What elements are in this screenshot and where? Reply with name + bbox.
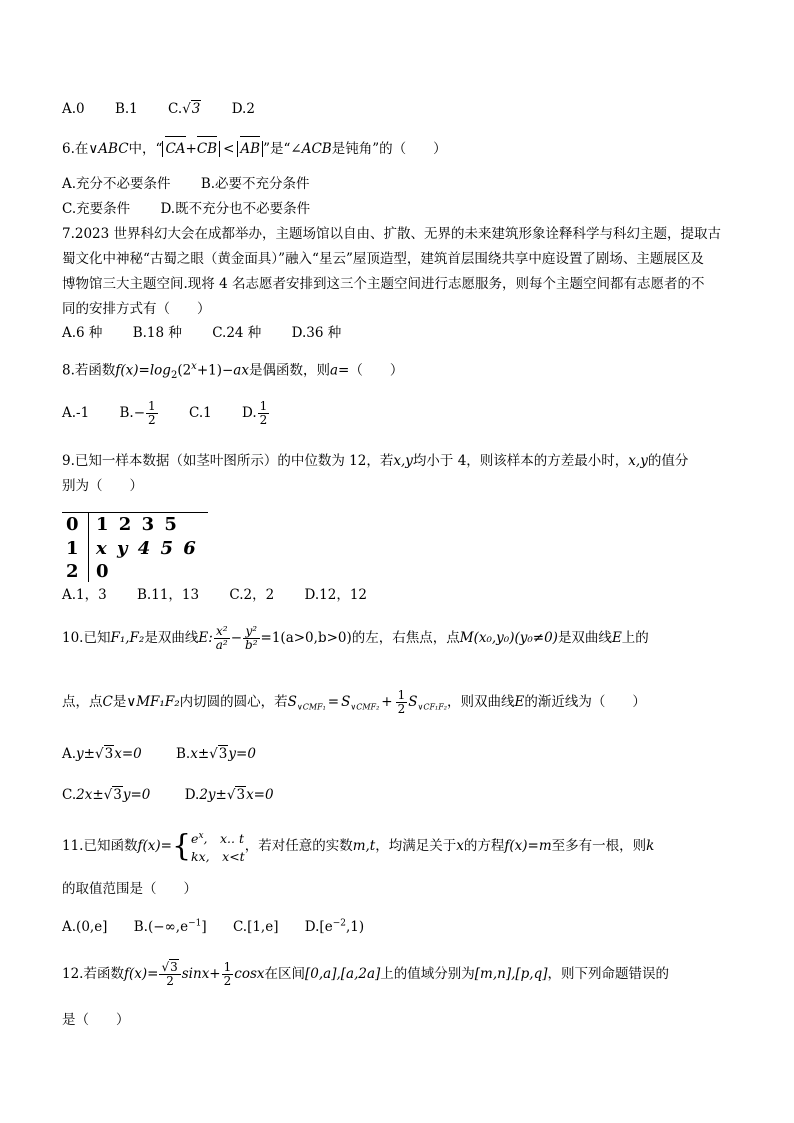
q10-options-row2 [62,786,274,804]
q11-option-c: C.[1,e] [232,918,279,935]
q6-stem: 6.在∨ABC中，“ CA+CB < AB ”是“∠ACB是钝角”的（ ） [62,141,447,157]
q9-line2: 别为（ ） [62,478,143,494]
q10-line2: 点，点C是∨MF₁F₂内切圆的圆心，若$S_{\vee CMF_1} = S_{\vee CMF_2}$ + $\frac{1}{2}$ $S_{\vee CF_1F_2}$，则双曲线E的渐近线为（ ） [62,688,646,716]
q6-option-b: B.必要不充分条件 [200,176,310,192]
q11-line2: 的取值范围是（ ） [62,881,197,897]
q8-option-a: A.-1 [62,405,90,421]
q9-option-d: D.12，12 [304,587,368,603]
q9-options [62,586,367,604]
q10-option-d: D.2y±√3x=0 [184,787,274,803]
q5-option-c: C.√3 [168,101,201,117]
q7-line4: 同的安排方式有（ ） [62,301,211,317]
stem-leaf-plot: 0 1 2 3 5 1 x y 4 5 6 2 0 [62,508,212,583]
q7-option-c: C.24 种 [212,325,262,341]
q10-options-row1 [62,745,256,763]
q11-option-b: $B.(-\infty,e^{-1}]$ [133,918,207,935]
q11-option-d: $D.[e^{-2},1)$ [304,918,365,935]
q10-option-c: C.2x±√3y=0 [62,787,151,803]
q7-line1: 7.2023 世界科幻大会在成都举办，主题场馆以自由、扩散、无界的未来建筑形象诠释科学与科幻主题，提取古 [62,226,722,242]
q9-line1: 9.已知一样本数据（如茎叶图所示）的中位数为 12，若x,y均小于 4，则该样本的方差最小时，x,y的值分 [62,453,689,469]
q7-line3: 博物馆三大主题空间.现将 4 名志愿者安排到这三个主题空间进行志愿服务，则每个主题空间都有志愿者的不 [62,276,705,292]
q5-option-a: A.0 [62,101,85,117]
q7-option-a: A.6 种 [62,325,103,341]
q8-option-c: C.1 [188,405,212,421]
q8-stem: 8.若函数$f(x)=\log_2(2^x+1)-ax$是偶函数，则a=（ ） [62,361,404,382]
q7-options [62,324,341,342]
q11-option-a: A.(0,e] [62,918,108,935]
q9-option-b: B.11，13 [137,587,200,603]
q10-option-a: A.y±√3x=0 [62,746,142,762]
q7-line2: 蜀文化中神秘“古蜀之眼（黄金面具）”融入“星云”屋顶造型，建筑首层围绕共享中庭设置了剧场、主题展区及 [62,251,704,267]
q6-option-a: A.充分不必要条件 [62,176,171,192]
q6-options-row2 [62,200,310,218]
q9-option-c: C.2，2 [229,587,275,603]
q9-option-a: A.1，3 [62,587,107,603]
q7-option-d: D.36 种 [291,325,342,341]
q8-option-b: B.− $\frac{1}{2}$ [119,399,156,427]
stem-leaf-top-rule [62,512,208,513]
q11-options [62,914,364,936]
q10-option-b: B.x±√3y=0 [176,746,256,762]
q6-options-row1 [62,175,310,193]
q6-option-d: D.既不充分也不必要条件 [160,201,311,217]
q5-option-b: B.1 [114,101,138,117]
q7-option-b: B.18 种 [132,325,182,341]
q8-option-d: D. $\frac{1}{2}$ [242,399,268,427]
q6-option-c: C.充要条件 [62,201,131,217]
q5-options [62,100,255,118]
q8-options [62,400,270,427]
q11-line1: 11.已知函数$f(x)=\{e^x$, x.. t kx, x<t，若对任意的实数m,t，均满足关于x的方程f(x)=m至多有一根，则k [62,828,655,864]
stem-leaf-divider [88,512,89,582]
q10-line1: 10.已知F₁,F₂是双曲线E: $\frac{\text{x²}}{\text{a²}}$ − $\frac{\text{y²}}{\text{b²}}$ =1(a>0,b>0)的左，右焦点，点M(x₀,y₀)(y₀≠0)是双曲线E上的 [62,624,649,652]
q12-line2: 是（ ） [62,1012,130,1028]
q12-line1: 12.若函数f(x)= $\frac{√3}{2}$ sinx+ $\frac{1}{2}$ cosx在区间[0,a],[a,2a]上的值域分别为[m,n],[p,q]，则下列命题错误的 [62,960,669,988]
q5-option-d: D.2 [231,101,255,117]
